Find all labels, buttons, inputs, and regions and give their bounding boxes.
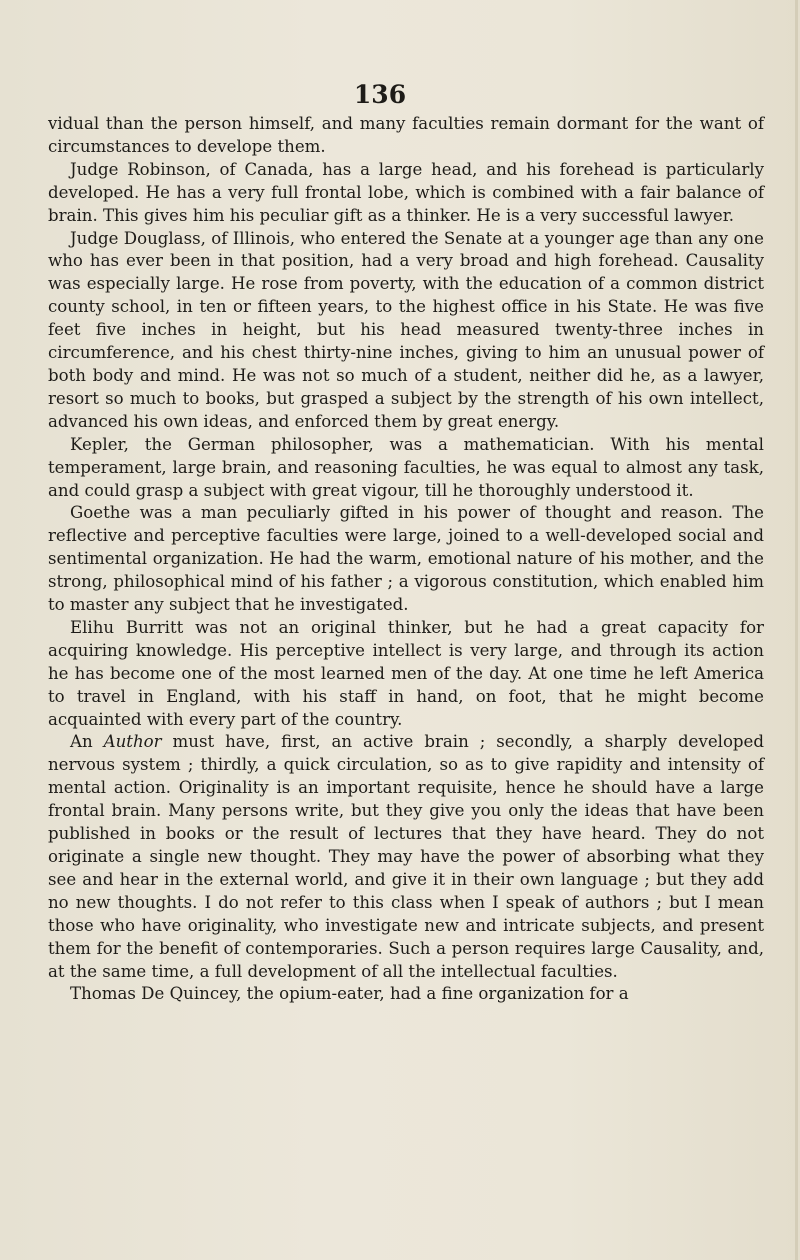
- paragraph-judge-robinson: Judge Robinson, of Canada, has a large head, and his forehead is particularly developed. He has a very full frontal lobe, which is combined with a fair balance of brain. This gives him his peculiar gift as a thinker. He is a very successful lawyer.: [48, 159, 764, 225]
- paragraph-continuation: vidual than the person himself, and many faculties remain dormant for the want of circumstances to develope them.: [48, 114, 764, 156]
- paragraph-author: [48, 731, 764, 983]
- author-emphasis: Author: [103, 732, 162, 752]
- paragraph-de-quincey: Thomas De Quincey, the opium-eater, had a fine organization for a: [70, 984, 629, 1004]
- paragraph-goethe: Goethe was a man peculiarly gifted in his power of thought and reason. The reflective and perceptive faculties were large, joined to a well-developed social and sentimental organization. He had the warm, emotional nature of his mother, and the strong, philosophical mind of his father ; a vigorous constitution, which enabled him to master any subject that he investigated.: [48, 503, 764, 615]
- author-lead: An: [70, 732, 93, 752]
- paragraph-judge-douglass: Judge Douglass, of Illinois, who entered the Senate at a younger age than any one who has ever been in that position, had a very broad and high forehead. Causality was especially large. He rose from poverty, with the education of a common district county school, in ten or fifteen years, to the highest office in his State. He was five feet five inches in height, but his head measured twenty-three inches in circumference, and his chest thirty-nine inches, giving to him an unusual power of both body and mind. He was not so much of a student, neither did he, as a lawyer, resort so much to books, but grasped a subject by the strength of his own intellect, advanced his own ideas, and enforced them by great energy.: [48, 228, 764, 431]
- paragraph-kepler: Kepler, the German philosopher, was a mathematician. With his mental temperament, large brain, and reasoning faculties, he was equal to almost any task, and could grasp a subject with great vigour, till he thoroughly understood it.: [48, 434, 764, 500]
- body-text: [48, 113, 764, 1006]
- author-rest: must have, first, an active brain ; secondly, a sharply developed nervous system ; thirdly, a quick circulation, so as to give rapidity and intensity of mental action. Originality is an important requisite, hence he should have a large frontal brain. Many persons write, but they give you only the ideas that have been published in books or the result of lectures that they have heard. They do not originate a single new thought. They may have the power of absorbing what they see and hear in the external world, and give it in their own language ; but they add no new thoughts. I do not refer to this class when I speak of authors ; but I mean those who have originality, who investigate new and intricate subjects, and present them for the benefit of contemporaries. Such a person requires large Causality, and, at the same time, a full development of all the intellectual faculties.: [48, 732, 764, 981]
- page-number: 136: [353, 80, 407, 109]
- page-edge: [795, 0, 798, 1260]
- paragraph-elihu-burritt: Elihu Burritt was not an original thinker, but he had a great capacity for acquiring knowledge. His perceptive intellect is very large, and through its action he has become one of the most learned men of the day. At one time he left America to travel in England, with his staff in hand, on foot, that he might become acquainted with every part of the country.: [48, 617, 764, 729]
